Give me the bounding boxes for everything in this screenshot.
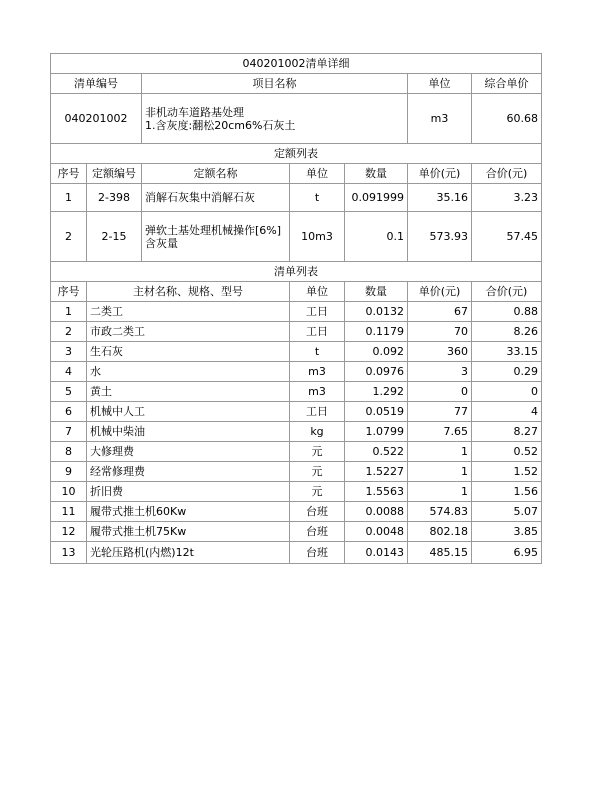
material-total: 4 [472, 402, 542, 422]
material-total: 1.56 [472, 482, 542, 502]
material-total: 3.85 [472, 522, 542, 542]
bill-code: 040201002 [51, 94, 142, 144]
material-row [51, 462, 542, 482]
material-qty: 1.5563 [345, 482, 408, 502]
material-unit: kg [290, 422, 345, 442]
material-no: 10 [51, 482, 87, 502]
material-name: 生石灰 [87, 342, 290, 362]
quota-unit: t [290, 184, 345, 212]
material-unit: 台班 [290, 502, 345, 522]
bill-name-line1: 非机动车道路基处理 [145, 105, 244, 119]
material-row [51, 522, 542, 542]
bill-code-header: 清单编号 [51, 74, 142, 94]
material-price: 1 [408, 462, 472, 482]
material-price: 3 [408, 362, 472, 382]
material-total: 33.15 [472, 342, 542, 362]
material-price: 574.83 [408, 502, 472, 522]
material-price: 77 [408, 402, 472, 422]
quota-total-header: 合价(元) [472, 164, 542, 184]
material-unit: 元 [290, 482, 345, 502]
material-price: 70 [408, 322, 472, 342]
quota-price: 35.16 [408, 184, 472, 212]
quota-row [51, 212, 542, 262]
material-total: 8.27 [472, 422, 542, 442]
quota-price: 573.93 [408, 212, 472, 262]
material-total: 0.88 [472, 302, 542, 322]
material-row [51, 442, 542, 462]
material-section-title: 清单列表 [51, 262, 542, 282]
quota-name-header: 定额名称 [142, 164, 290, 184]
material-total: 1.52 [472, 462, 542, 482]
material-unit: m3 [290, 362, 345, 382]
material-qty: 1.0799 [345, 422, 408, 442]
material-qty: 0.522 [345, 442, 408, 462]
material-unit: 台班 [290, 542, 345, 564]
material-qty: 0.0976 [345, 362, 408, 382]
material-price: 1 [408, 442, 472, 462]
material-price: 485.15 [408, 542, 472, 564]
quota-total: 57.45 [472, 212, 542, 262]
material-row [51, 542, 542, 564]
material-name: 折旧费 [87, 482, 290, 502]
material-price: 7.65 [408, 422, 472, 442]
material-no: 4 [51, 362, 87, 382]
material-unit: 元 [290, 462, 345, 482]
bill-price: 60.68 [472, 94, 542, 144]
quota-unit-header: 单位 [290, 164, 345, 184]
quota-qty-header: 数量 [345, 164, 408, 184]
quota-row [51, 184, 542, 212]
material-no: 11 [51, 502, 87, 522]
material-no: 8 [51, 442, 87, 462]
quota-name: 弹软土基处理机械操作[6%]含灰量 [142, 212, 290, 262]
material-qty: 0.0088 [345, 502, 408, 522]
bill-detail-table [50, 53, 542, 564]
material-qty: 1.292 [345, 382, 408, 402]
material-name: 经常修理费 [87, 462, 290, 482]
material-unit: t [290, 342, 345, 362]
material-name-header: 主材名称、规格、型号 [87, 282, 290, 302]
material-name: 大修理费 [87, 442, 290, 462]
material-price: 1 [408, 482, 472, 502]
material-no: 2 [51, 322, 87, 342]
material-row [51, 402, 542, 422]
material-total: 0.29 [472, 362, 542, 382]
quota-name: 消解石灰集中消解石灰 [142, 184, 290, 212]
material-row [51, 342, 542, 362]
quota-qty: 0.1 [345, 212, 408, 262]
material-unit: 元 [290, 442, 345, 462]
quota-code: 2-15 [87, 212, 142, 262]
material-qty: 0.0519 [345, 402, 408, 422]
material-name: 机械中柴油 [87, 422, 290, 442]
material-row [51, 362, 542, 382]
material-no: 1 [51, 302, 87, 322]
material-name: 光轮压路机(内燃)12t [87, 542, 290, 564]
material-unit: 台班 [290, 522, 345, 542]
material-row [51, 422, 542, 442]
material-qty: 0.1179 [345, 322, 408, 342]
material-rows [51, 302, 542, 564]
material-name: 市政二类工 [87, 322, 290, 342]
material-qty: 0.092 [345, 342, 408, 362]
material-name: 履带式推土机75Kw [87, 522, 290, 542]
material-no: 7 [51, 422, 87, 442]
material-unit-header: 单位 [290, 282, 345, 302]
material-unit: 工日 [290, 322, 345, 342]
bill-name-line2: 1.含灰度:翻松20cm6%石灰土 [145, 118, 296, 132]
material-name: 水 [87, 362, 290, 382]
quota-qty: 0.091999 [345, 184, 408, 212]
material-row [51, 302, 542, 322]
material-price: 360 [408, 342, 472, 362]
material-total: 6.95 [472, 542, 542, 564]
material-row [51, 322, 542, 342]
material-qty: 0.0048 [345, 522, 408, 542]
material-no: 9 [51, 462, 87, 482]
quota-price-header: 单价(元) [408, 164, 472, 184]
material-price: 0 [408, 382, 472, 402]
material-qty: 1.5227 [345, 462, 408, 482]
material-qty-header: 数量 [345, 282, 408, 302]
material-no: 6 [51, 402, 87, 422]
quota-section-title: 定额列表 [51, 144, 542, 164]
material-row [51, 502, 542, 522]
material-name: 履带式推土机60Kw [87, 502, 290, 522]
material-total: 5.07 [472, 502, 542, 522]
material-total: 0 [472, 382, 542, 402]
material-price-header: 单价(元) [408, 282, 472, 302]
material-no: 12 [51, 522, 87, 542]
material-no: 5 [51, 382, 87, 402]
bill-unit-header: 单位 [408, 74, 472, 94]
material-total: 0.52 [472, 442, 542, 462]
material-no-header: 序号 [51, 282, 87, 302]
material-unit: m3 [290, 382, 345, 402]
quota-no: 2 [51, 212, 87, 262]
bill-unit: m3 [408, 94, 472, 144]
quota-unit: 10m3 [290, 212, 345, 262]
quota-no: 1 [51, 184, 87, 212]
material-total-header: 合价(元) [472, 282, 542, 302]
quota-code-header: 定额编号 [87, 164, 142, 184]
quota-code: 2-398 [87, 184, 142, 212]
quota-total: 3.23 [472, 184, 542, 212]
bill-name [142, 94, 408, 144]
material-unit: 工日 [290, 402, 345, 422]
material-price: 67 [408, 302, 472, 322]
material-name: 机械中人工 [87, 402, 290, 422]
material-qty: 0.0143 [345, 542, 408, 564]
material-name: 二类工 [87, 302, 290, 322]
quota-no-header: 序号 [51, 164, 87, 184]
material-no: 13 [51, 542, 87, 564]
material-row [51, 382, 542, 402]
material-price: 802.18 [408, 522, 472, 542]
material-total: 8.26 [472, 322, 542, 342]
material-unit: 工日 [290, 302, 345, 322]
material-qty: 0.0132 [345, 302, 408, 322]
bill-name-header: 项目名称 [142, 74, 408, 94]
material-name: 黄土 [87, 382, 290, 402]
material-no: 3 [51, 342, 87, 362]
bill-price-header: 综合单价 [472, 74, 542, 94]
table-title: 040201002清单详细 [51, 54, 542, 74]
material-row [51, 482, 542, 502]
